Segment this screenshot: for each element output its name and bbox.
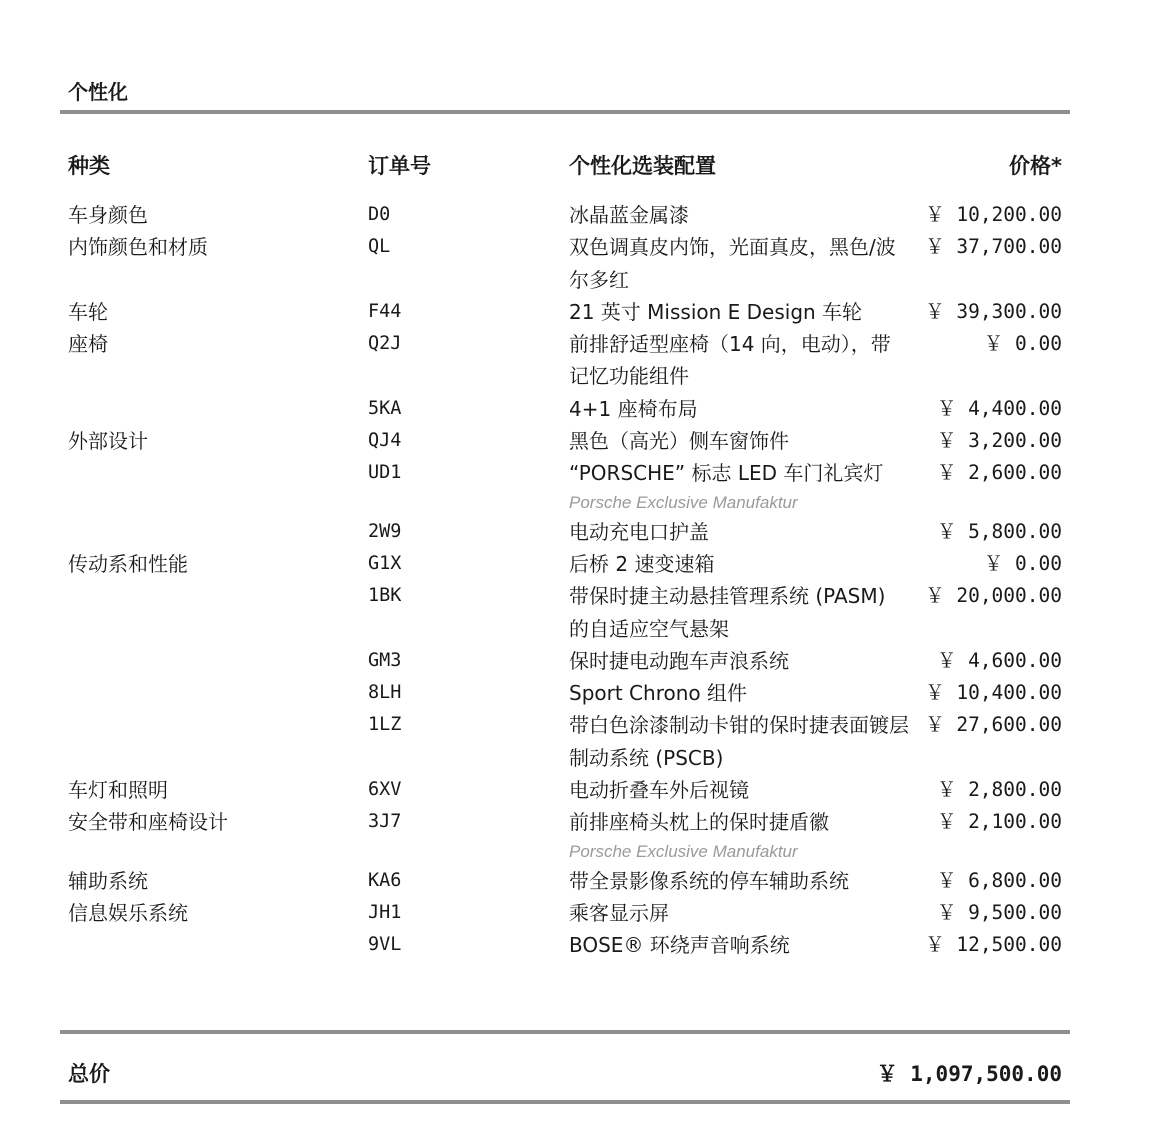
table-row bbox=[0, 231, 1150, 296]
row-category: 座椅 bbox=[68, 332, 108, 357]
row-option-cell bbox=[569, 516, 909, 548]
row-order-no: 9VL bbox=[368, 934, 402, 956]
total-value: ￥ 1,097,500.00 bbox=[876, 1062, 1062, 1086]
header-category: 种类 bbox=[68, 154, 110, 178]
row-option: 双色调真皮内饰，光面真皮，黑色/波尔多红 bbox=[569, 235, 896, 292]
row-order-no: 5KA bbox=[368, 397, 402, 419]
row-price: ￥ 37,700.00 bbox=[925, 235, 1062, 259]
table-row bbox=[0, 393, 1150, 425]
table-row bbox=[0, 425, 1150, 457]
row-option: 冰晶蓝金属漆 bbox=[569, 203, 689, 227]
row-option: 保时捷电动跑车声浪系统 bbox=[569, 648, 789, 673]
row-order-no: QL bbox=[368, 236, 391, 258]
row-option-cell bbox=[569, 677, 909, 709]
row-price: ￥ 6,800.00 bbox=[936, 868, 1062, 892]
row-option: 4+1 座椅布局 bbox=[569, 396, 698, 421]
table-header bbox=[0, 150, 1150, 182]
row-option-cell bbox=[569, 774, 909, 806]
row-option-cell bbox=[569, 328, 909, 393]
table-row bbox=[0, 806, 1150, 864]
row-option-cell bbox=[569, 806, 909, 864]
row-option-cell bbox=[569, 425, 909, 457]
row-option: 乘客显示屏 bbox=[569, 900, 669, 925]
row-option-cell bbox=[569, 709, 909, 774]
table-row bbox=[0, 645, 1150, 677]
row-order-no: Q2J bbox=[368, 333, 402, 355]
top-divider bbox=[60, 110, 1070, 114]
table-row bbox=[0, 677, 1150, 709]
table-row bbox=[0, 774, 1150, 806]
row-option-cell bbox=[569, 296, 909, 328]
row-option: 带白色涂漆制动卡钳的保时捷表面镀层制动系统 (PSCB) bbox=[569, 713, 909, 770]
row-category: 辅助系统 bbox=[68, 868, 148, 893]
table-row bbox=[0, 580, 1150, 645]
row-option-cell bbox=[569, 457, 909, 515]
header-order-no: 订单号 bbox=[368, 154, 431, 178]
row-order-no: KA6 bbox=[368, 869, 402, 891]
row-price: ￥ 5,800.00 bbox=[936, 519, 1062, 543]
row-price: ￥ 27,600.00 bbox=[925, 713, 1062, 737]
row-price: ￥ 12,500.00 bbox=[925, 933, 1062, 957]
section-title: 个性化 bbox=[68, 80, 128, 104]
table-row bbox=[0, 516, 1150, 548]
row-option: “PORSCHE” 标志 LED 车门礼宾灯 bbox=[569, 461, 884, 486]
row-price: ￥ 2,600.00 bbox=[936, 461, 1062, 485]
row-category: 车灯和照明 bbox=[68, 778, 168, 803]
row-price: ￥ 2,800.00 bbox=[936, 778, 1062, 802]
row-option-cell bbox=[569, 645, 909, 677]
row-option: 黑色（高光）侧车窗饰件 bbox=[569, 429, 789, 454]
table-row bbox=[0, 328, 1150, 393]
row-order-no: UD1 bbox=[368, 462, 402, 484]
row-order-no: 8LH bbox=[368, 682, 402, 704]
table-row bbox=[0, 457, 1150, 515]
row-order-no: 6XV bbox=[368, 779, 402, 801]
total-label: 总价 bbox=[68, 1062, 110, 1086]
row-price: ￥ 9,500.00 bbox=[936, 900, 1062, 924]
table-row bbox=[0, 199, 1150, 231]
row-option-cell bbox=[569, 897, 909, 929]
header-option: 个性化选装配置 bbox=[569, 154, 716, 178]
options-table bbox=[0, 199, 1150, 962]
row-order-no: 1LZ bbox=[368, 714, 402, 736]
row-price: ￥ 0.00 bbox=[983, 551, 1062, 575]
row-option: 21 英寸 Mission E Design 车轮 bbox=[569, 299, 863, 324]
row-price: ￥ 2,100.00 bbox=[936, 810, 1062, 834]
row-category: 信息娱乐系统 bbox=[68, 900, 188, 925]
row-price: ￥ 4,600.00 bbox=[936, 648, 1062, 672]
table-row bbox=[0, 929, 1150, 961]
row-option-note: Porsche Exclusive Manufaktur bbox=[569, 492, 798, 512]
table-row bbox=[0, 548, 1150, 580]
row-category: 车轮 bbox=[68, 299, 108, 324]
row-option-note: Porsche Exclusive Manufaktur bbox=[569, 841, 798, 861]
row-price: ￥ 10,400.00 bbox=[925, 681, 1062, 705]
table-row bbox=[0, 865, 1150, 897]
header-price: 价格* bbox=[1009, 154, 1062, 178]
table-row bbox=[0, 709, 1150, 774]
row-order-no: 1BK bbox=[368, 585, 402, 607]
row-order-no: 3J7 bbox=[368, 811, 402, 833]
table-row bbox=[0, 897, 1150, 929]
row-option-cell bbox=[569, 199, 909, 231]
row-category: 车身颜色 bbox=[68, 203, 148, 227]
row-price: ￥ 3,200.00 bbox=[936, 429, 1062, 453]
row-option: BOSE® 环绕声音响系统 bbox=[569, 933, 790, 958]
row-price: ￥ 0.00 bbox=[983, 332, 1062, 356]
row-category: 传动系和性能 bbox=[68, 551, 188, 576]
row-option-cell bbox=[569, 865, 909, 897]
row-order-no: JH1 bbox=[368, 901, 402, 923]
row-option-cell bbox=[569, 580, 909, 645]
row-price: ￥ 39,300.00 bbox=[925, 299, 1062, 323]
row-order-no: GM3 bbox=[368, 649, 402, 671]
row-price: ￥ 4,400.00 bbox=[936, 396, 1062, 420]
row-option: 前排舒适型座椅（14 向，电动），带记忆功能组件 bbox=[569, 332, 891, 389]
row-option: 电动折叠车外后视镜 bbox=[569, 778, 749, 803]
row-option-cell bbox=[569, 548, 909, 580]
row-option: Sport Chrono 组件 bbox=[569, 681, 747, 706]
row-option: 带全景影像系统的停车辅助系统 bbox=[569, 868, 849, 893]
row-order-no: F44 bbox=[368, 300, 402, 322]
row-option: 带保时捷主动悬挂管理系统 (PASM) 的自适应空气悬架 bbox=[569, 584, 886, 641]
row-option-cell bbox=[569, 231, 909, 296]
row-price: ￥ 20,000.00 bbox=[925, 584, 1062, 608]
row-option-cell bbox=[569, 929, 909, 961]
row-order-no: QJ4 bbox=[368, 430, 402, 452]
row-order-no: D0 bbox=[368, 204, 391, 225]
row-option-cell bbox=[569, 393, 909, 425]
row-category: 内饰颜色和材质 bbox=[68, 235, 208, 260]
total-divider-bottom bbox=[60, 1100, 1070, 1104]
row-option: 电动充电口护盖 bbox=[569, 519, 709, 544]
row-order-no: 2W9 bbox=[368, 520, 402, 542]
row-order-no: G1X bbox=[368, 552, 402, 574]
row-category: 安全带和座椅设计 bbox=[68, 810, 228, 835]
row-option: 前排座椅头枕上的保时捷盾徽 bbox=[569, 810, 829, 835]
row-category: 外部设计 bbox=[68, 429, 148, 454]
row-option: 后桥 2 速变速箱 bbox=[569, 551, 715, 576]
total-divider-top bbox=[60, 1030, 1070, 1034]
row-price: ￥ 10,200.00 bbox=[925, 203, 1062, 226]
total-row bbox=[0, 1058, 1150, 1088]
table-row bbox=[0, 296, 1150, 328]
